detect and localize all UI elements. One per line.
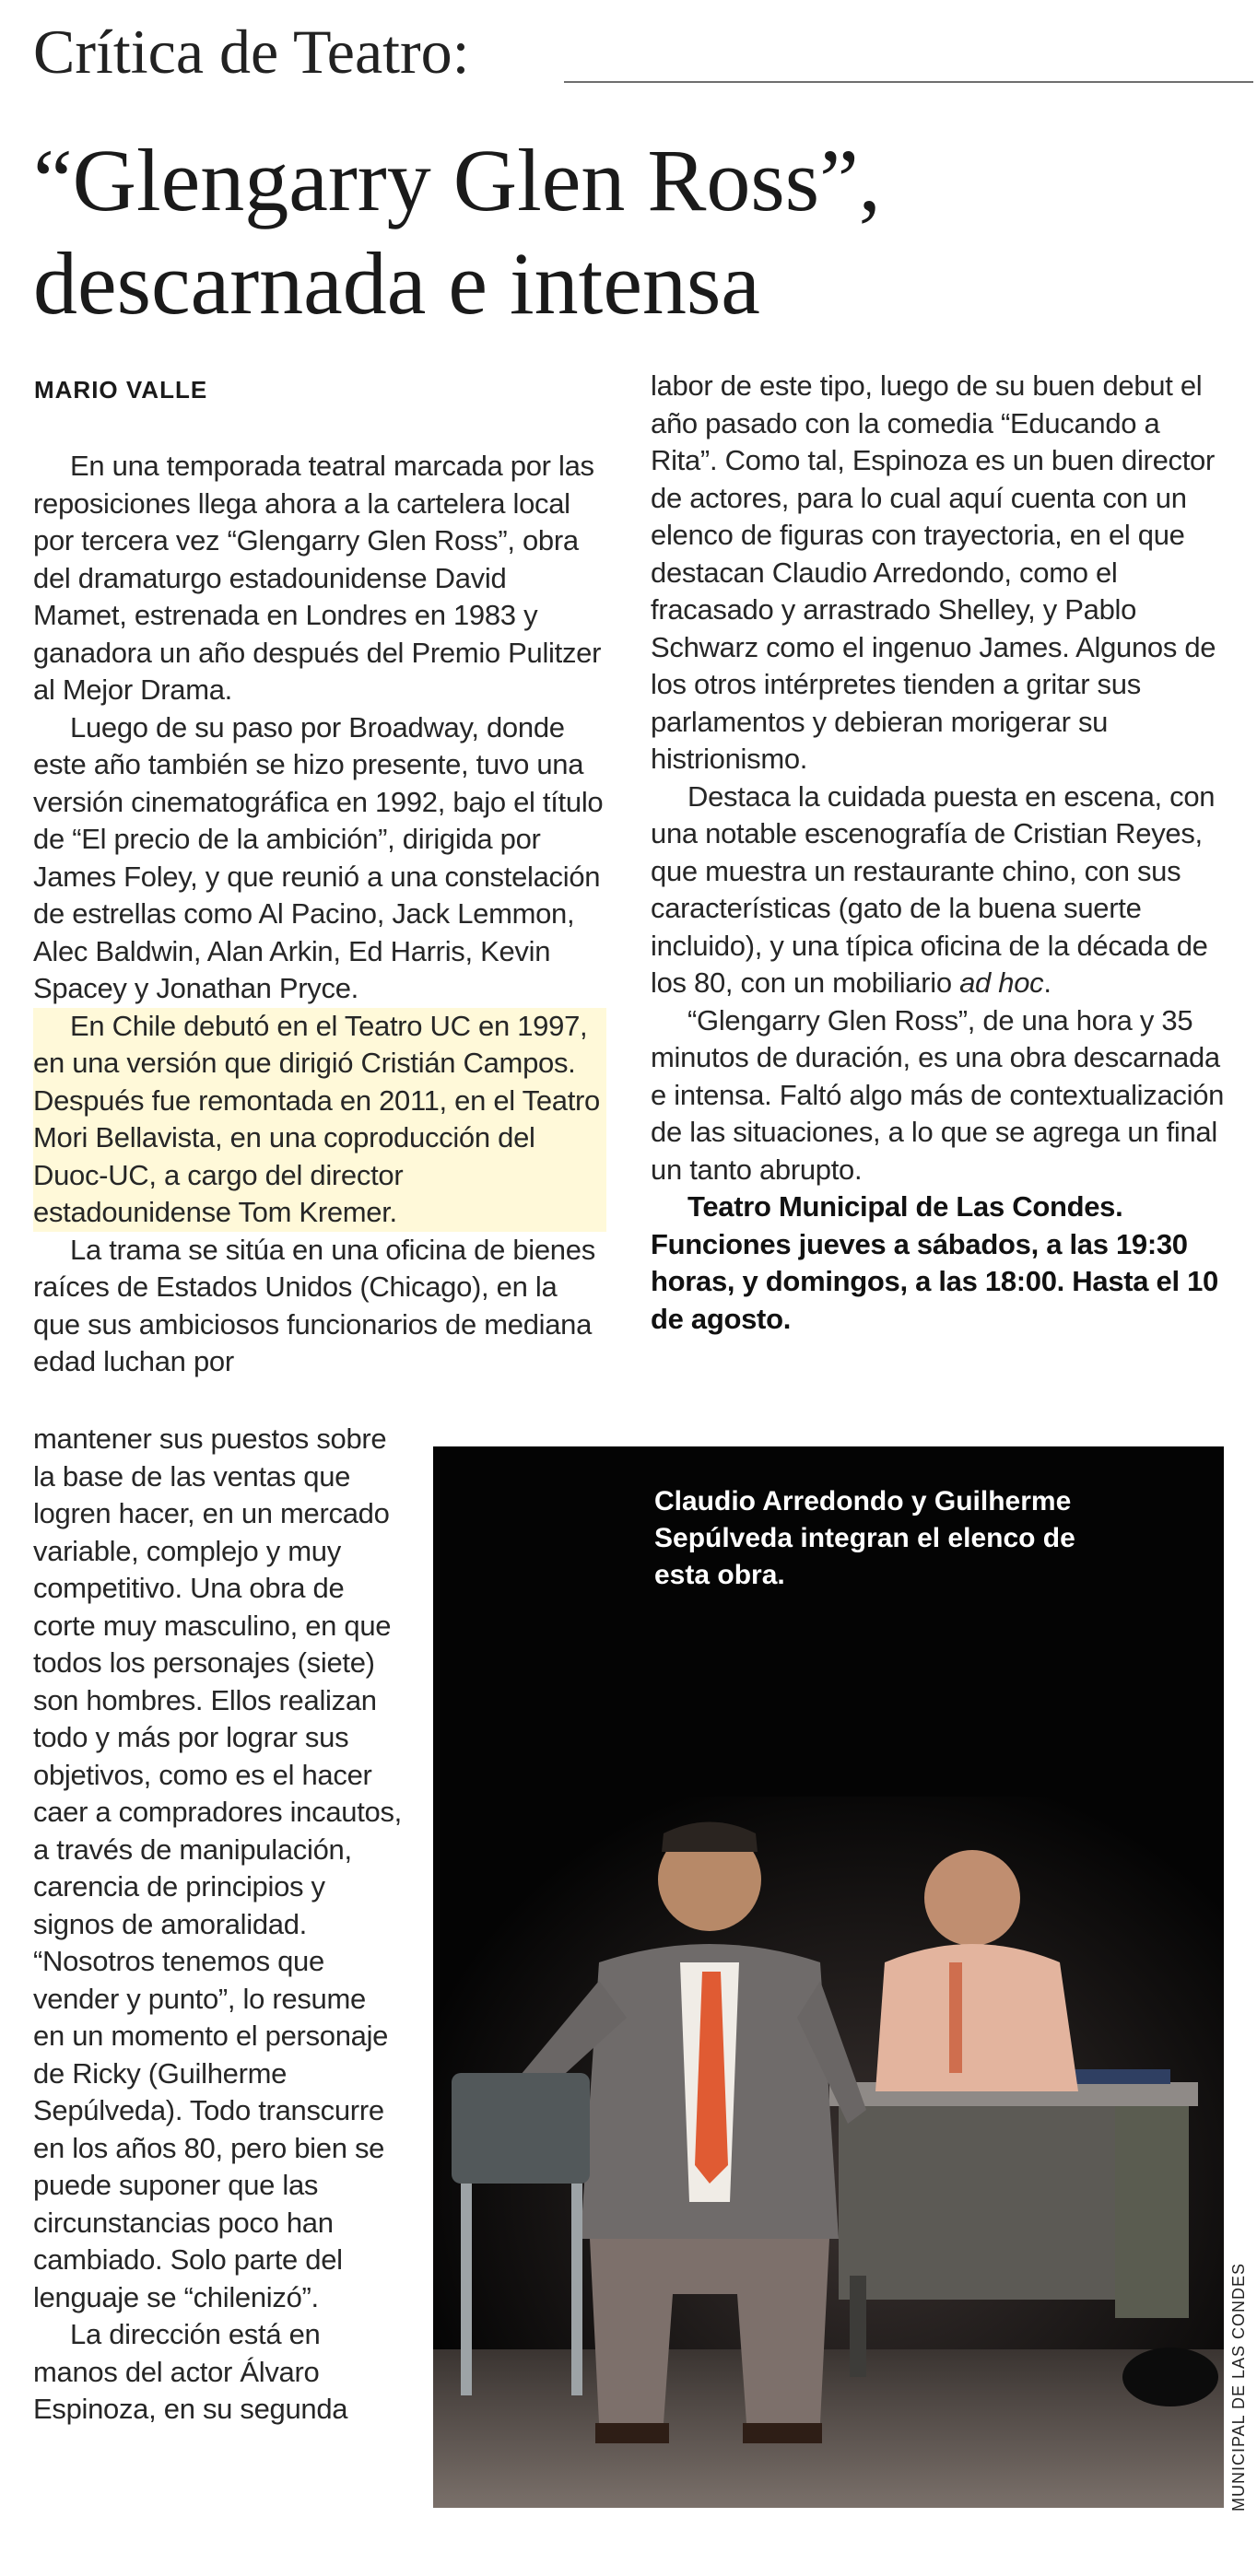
- article-headline: [33, 129, 1231, 335]
- paragraph-8: “Glengarry Glen Ross”, de una hora y 35 minutos de duración, es una obra descarnada e intensa. Faltó algo más de contextualización de las situaciones, a lo que se agrega un final un tanto abrupto.: [651, 1003, 1225, 1186]
- byline: MARIO VALLE: [34, 376, 208, 404]
- stage-photo: [433, 1446, 1224, 2508]
- show-info: Teatro Municipal de Las Condes. Funciones jueves a sábados, a las 19:30 horas, y domingos, a las 18:00. Hasta el 10 de agosto.: [651, 1190, 1218, 1335]
- paragraph-6: labor de este tipo, luego de su buen debut el año pasado con la comedia “Educando a Rita”. Como tal, Espinoza es un buen director de actores, para lo cual aquí cuenta con un elenco de figuras con trayectoria, en el que destacan Claudio Arredondo, como el fracasado y arrastrado Shelley, y Pablo Schwarz como el ingenuo James. Algunos de los otros intérpretes tienden a gritar sus parlamentos y debieran morigerar su histrionismo.: [651, 369, 1216, 775]
- paragraph-5: La dirección está en manos del actor Álvaro Espinoza, en su segunda: [33, 2318, 348, 2425]
- paragraph-7-italic: ad hoc: [959, 966, 1044, 999]
- paragraph-7: [651, 779, 1226, 1002]
- paragraph-7-text: Destaca la cuidada puesta en escena, con una notable escenografía de Cristian Reyes, que muestra un restaurante chino, con sus características (gato de la buena suerte incluido), y una típica oficina de la década de los 80, con un mobiliario: [651, 779, 1216, 999]
- photo-credit: MUNICIPAL DE LAS CONDES: [1229, 2262, 1248, 2512]
- right-column: [651, 368, 1226, 1338]
- stage-photo-illustration: [433, 1446, 1224, 2508]
- headline-line-2: descarnada e intensa: [33, 234, 760, 333]
- paragraph-3: En Chile debutó en el Teatro UC en 1997, en una versión que dirigió Cristián Campos. Después fue remontada en 2011, en el Teatro Mori Bellavista, en una coproducción del Duoc-UC, a cargo del director estadounidense Tom Kremer.: [33, 1008, 606, 1232]
- headline-line-1: “Glengarry Glen Ross”,: [33, 131, 881, 229]
- kicker-rule: [564, 81, 1253, 83]
- paragraph-4-wide: La trama se sitúa en una oficina de bienes raíces de Estados Unidos (Chicago), en la que sus ambiciosos funcionarios de mediana edad luchan por: [33, 1233, 595, 1377]
- paragraph-7-end: .: [1043, 966, 1051, 999]
- left-column: [33, 448, 606, 1381]
- section-kicker: Crítica de Teatro:: [33, 17, 470, 87]
- left-column-narrow: [33, 1421, 402, 2429]
- photo-caption: Claudio Arredondo y Guilherme Sepúlveda integran el elenco de esta obra.: [654, 1486, 1075, 1590]
- paragraph-4-narrow: mantener sus puestos sobre la base de las ventas que logren hacer, en un mercado variable, complejo y muy competitivo. Una obra de corte muy masculino, en que todos los personajes (siete) son hombres. Ellos realizan todo y más por lograr sus objetivos, como es el hacer caer a compradores incautos, a través de manipulación, carencia de principios y signos de amoralidad. “Nosotros tenemos que vender y punto”, lo resume en un momento el personaje de Ricky (Guilherme Sepúlveda). Todo transcurre en los años 80, pero bien se puede suponer que las circunstancias poco han cambiado. Solo parte del lenguaje se “chilenizó”.: [33, 1423, 402, 2313]
- paragraph-1: En una temporada teatral marcada por las reposiciones llega ahora a la cartelera local por tercera vez “Glengarry Glen Ross”, obra del dramaturgo estadounidense David Mamet, estrenada en Londres en 1983 y ganadora un año después del Premio Pulitzer al Mejor Drama.: [33, 450, 602, 706]
- paragraph-2: Luego de su paso por Broadway, donde este año también se hizo presente, tuvo una versión cinematográfica en 1992, bajo el título de “El precio de la ambición”, dirigida por James Foley, y que reunió a una constelación de estrellas como Al Pacino, Jack Lemmon, Alec Baldwin, Alan Arkin, Ed Harris, Kevin Spacey y Jonathan Pryce.: [33, 710, 604, 1004]
